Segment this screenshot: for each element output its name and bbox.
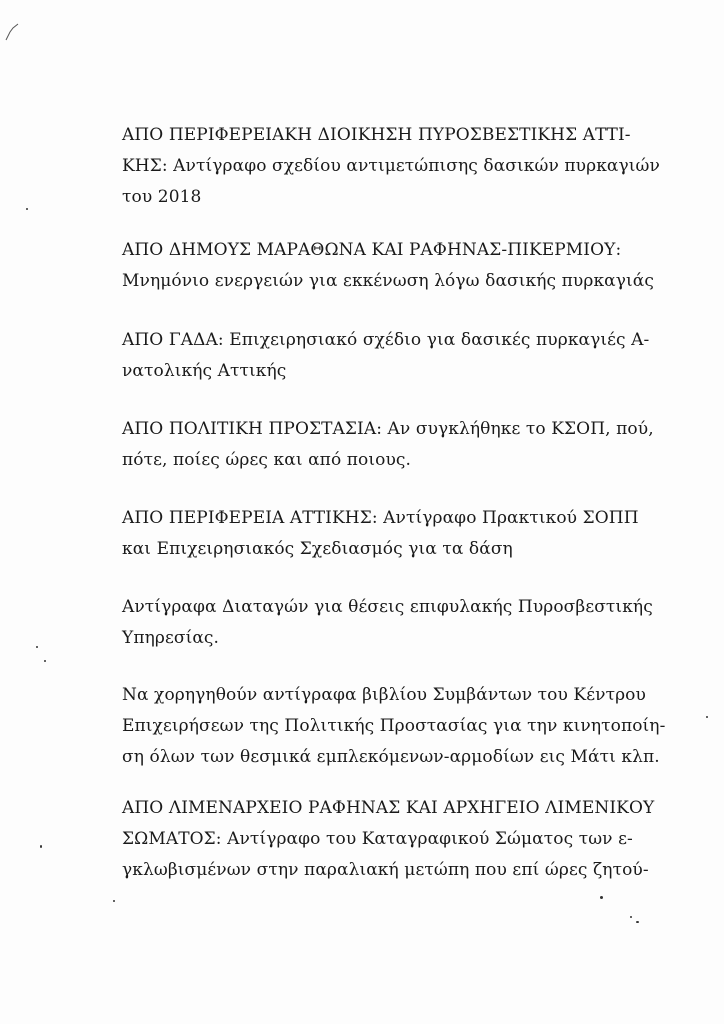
- text-line: Να χορηγηθούν αντίγραφα βιβλίου Συμβάντων του Κέντρου: [122, 685, 646, 705]
- paragraph-fire-service-attica: [122, 120, 660, 213]
- scan-speck: [636, 921, 639, 923]
- scan-speck: [630, 916, 632, 918]
- paragraph-civil-protection: [122, 414, 654, 476]
- text-line: Μνημόνιο ενεργειών για εκκένωση λόγω δασικής πυρκαγιάς: [122, 271, 654, 291]
- text-line: Υπηρεσίας.: [122, 628, 220, 648]
- text-line: του 2018: [122, 187, 202, 207]
- text-line: Επιχειρήσεων της Πολιτικής Προστασίας για την κινητοποίη-: [122, 716, 666, 736]
- text-line: ΑΠΟ ΛΙΜΕΝΑΡΧΕΙΟ ΡΑΦΗΝΑΣ ΚΑΙ ΑΡΧΗΓΕΙΟ ΛΙΜΕΝΙΚΟΥ: [122, 798, 655, 818]
- corner-scan-mark: [4, 22, 22, 42]
- paragraph-incident-book: [122, 680, 666, 773]
- scan-speck: [26, 208, 28, 210]
- text-line: και Επιχειρησιακός Σχεδιασμός για τα δάση: [122, 539, 513, 559]
- paragraph-region-attica: [122, 503, 639, 565]
- paragraph-municipalities: [122, 235, 654, 297]
- paragraph-gada: [122, 325, 650, 387]
- paragraph-port-authority: [122, 793, 655, 886]
- scan-speck: [706, 716, 708, 718]
- scan-speck: [600, 896, 603, 899]
- text-line: ΑΠΟ ΠΕΡΙΦΕΡΕΙΑ ΑΤΤΙΚΗΣ: Αντίγραφο Πρακτικού ΣΟΠΠ: [122, 508, 639, 528]
- text-line: πότε, ποίες ώρες και από ποιους.: [122, 450, 412, 470]
- text-line: ΑΠΟ ΔΗΜΟΥΣ ΜΑΡΑΘΩΝΑ ΚΑΙ ΡΑΦΗΝΑΣ-ΠΙΚΕΡΜΙΟΥ:: [122, 240, 622, 260]
- text-line: Αντίγραφα Διαταγών για θέσεις επιφυλακής Πυροσβεστικής: [122, 597, 653, 617]
- text-line: ΚΗΣ: Αντίγραφο σχεδίου αντιμετώπισης δασικών πυρκαγιών: [122, 156, 660, 176]
- text-line: ΑΠΟ ΓΑΔΑ: Επιχειρησιακό σχέδιο για δασικές πυρκαγιές Α-: [122, 330, 650, 350]
- paragraph-orders-copies: [122, 592, 653, 654]
- scan-speck: [44, 660, 46, 662]
- scan-speck: [113, 900, 115, 902]
- text-line: ΑΠΟ ΠΕΡΙΦΕΡΕΙΑΚΗ ΔΙΟΙΚΗΣΗ ΠΥΡΟΣΒΕΣΤΙΚΗΣ ΑΤΤΙ-: [122, 125, 631, 145]
- text-line: γκλωβισμένων στην παραλιακή μετώπη που επί ώρες ζητού-: [122, 860, 649, 880]
- text-line: νατολικής Αττικής: [122, 361, 287, 381]
- text-line: ΑΠΟ ΠΟΛΙΤΙΚΗ ΠΡΟΣΤΑΣΙΑ: Αν συγκλήθηκε το ΚΣΟΠ, πού,: [122, 419, 654, 439]
- scan-speck: [36, 646, 38, 648]
- scan-speck: [40, 845, 42, 848]
- text-line: ΣΩΜΑΤΟΣ: Αντίγραφο του Καταγραφικού Σώματος των ε-: [122, 829, 633, 849]
- text-line: ση όλων των θεσμικά εμπλεκόμενων-αρμοδίων εις Μάτι κλπ.: [122, 747, 660, 767]
